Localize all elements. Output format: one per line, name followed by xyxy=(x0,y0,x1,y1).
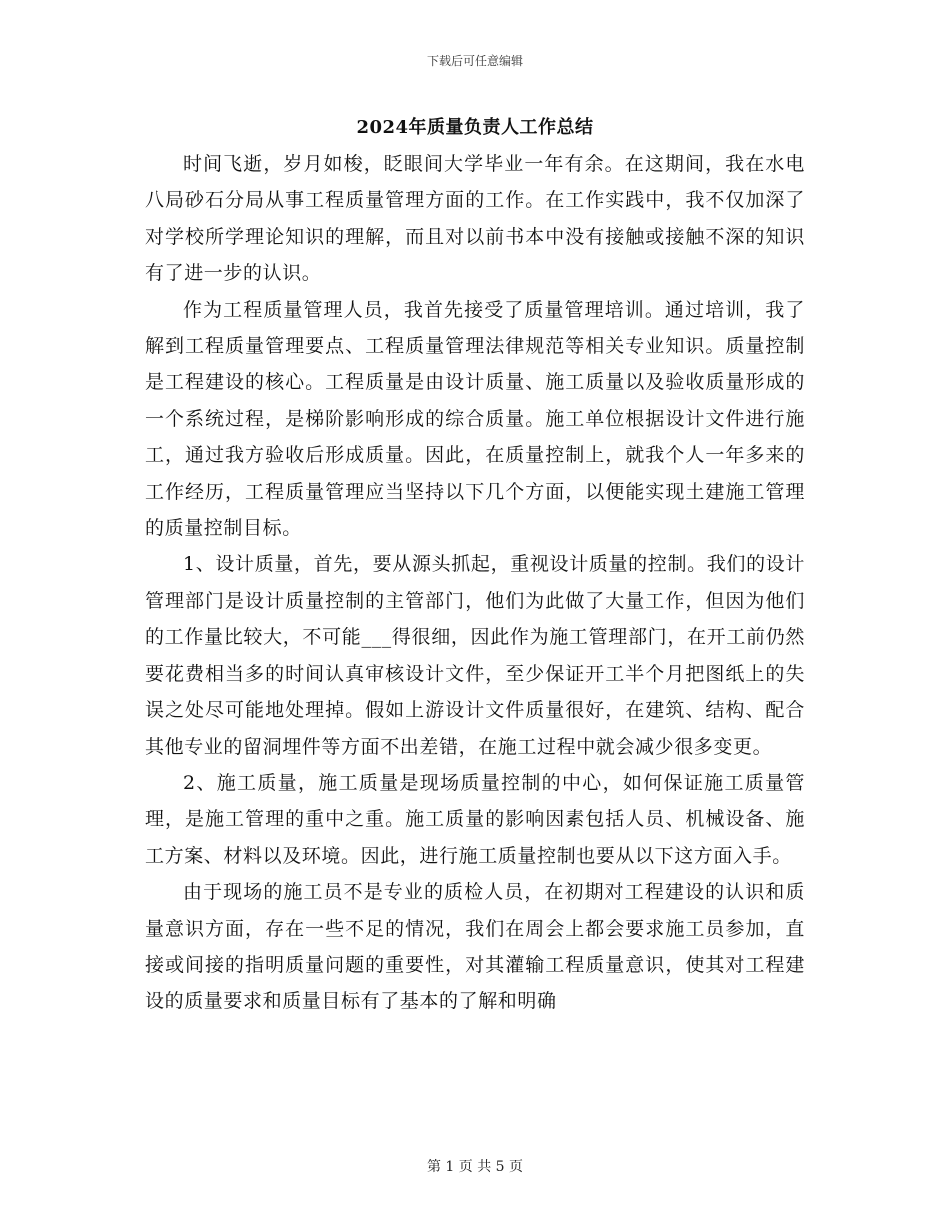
page-header-note: 下载后可任意编辑 xyxy=(426,54,523,68)
paragraph-2: 作为工程质量管理人员，我首先接受了质量管理培训。通过培训，我了解到工程质量管理要点、工程质量管理法律规范等相关专业知识。质量控制是工程建设的核心。工程质量是由设计质量、施工质量以及验收质量形成的一个系统过程，是梯阶影响形成的综合质量。施工单位根据设计文件进行施工，通过我方验收后形成质量。因此，在质量控制上，就我个人一年多来的工作经历，工程质量管理应当坚持以下几个方面，以便能实现土建施工管理的质量控制目标。 xyxy=(145,298,805,540)
document-title: 2024年质量负责人工作总结 xyxy=(356,117,594,138)
document-body xyxy=(145,146,805,1020)
page-number-footer: 第 1 页 共 5 页 xyxy=(426,1159,524,1175)
paragraph-5: 由于现场的施工员不是专业的质检人员，在初期对工程建设的认识和质量意识方面，存在一些不足的情况，我们在周会上都会要求施工员参加，直接或间接的指明质量问题的重要性，对其灌输工程质量意识，使其对工程建设的质量要求和质量目标有了基本的了解和明确 xyxy=(145,881,805,1013)
paragraph-4: 2、施工质量，施工质量是现场质量控制的中心，如何保证施工质量管理，是施工管理的重中之重。施工质量的影响因素包括人员、机械设备、施工方案、材料以及环境。因此，进行施工质量控制也要从以下这方面入手。 xyxy=(145,771,805,867)
paragraph-1: 时间飞逝，岁月如梭，眨眼间大学毕业一年有余。在这期间，我在水电八局砂石分局从事工程质量管理方面的工作。在工作实践中，我不仅加深了对学校所学理论知识的理解，而且对以前书本中没有接触或接触不深的知识有了进一步的认识。 xyxy=(145,153,805,285)
paragraph-3: 1、设计质量，首先，要从源头抓起，重视设计质量的控制。我们的设计管理部门是设计质量控制的主管部门，他们为此做了大量工作，但因为他们的工作量比较大，不可能___得很细，因此作为施工管理部门，在开工前仍然要花费相当多的时间认真审核设计文件，至少保证开工半个月把图纸上的失误之处尽可能地处理掉。假如上游设计文件质量很好，在建筑、结构、配合其他专业的留洞埋件等方面不出差错，在施工过程中就会减少很多变更。 xyxy=(145,553,805,758)
